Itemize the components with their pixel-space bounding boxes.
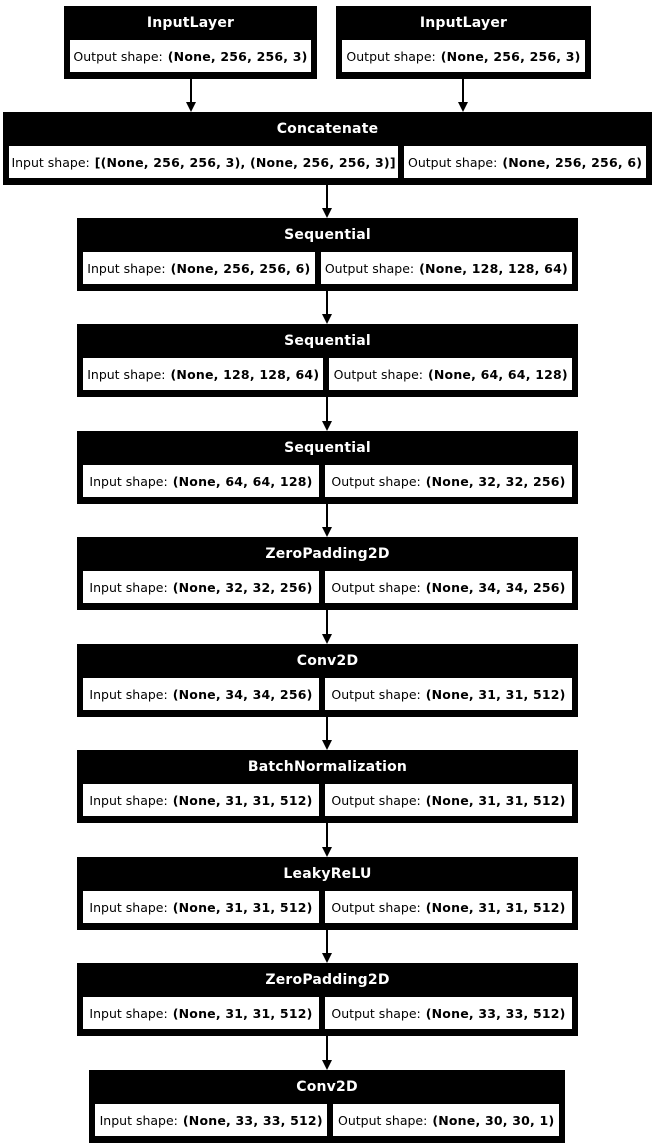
input-shape-cell	[8, 145, 399, 179]
arrowhead-down-icon	[322, 527, 332, 537]
arrowhead-down-icon	[322, 847, 332, 857]
node-conv2d-1	[77, 644, 578, 717]
shape-value: (None, 31, 31, 512)	[425, 792, 566, 808]
output-shape-cell	[328, 357, 573, 391]
arrowhead-down-icon	[322, 953, 332, 963]
layer-type-label: Sequential	[284, 440, 371, 456]
shape-value: (None, 256, 256, 3)	[440, 48, 581, 64]
edge-line	[326, 717, 328, 741]
edge-line	[326, 1036, 328, 1061]
shape-label: Output shape:	[333, 366, 423, 382]
layer-type-label: Concatenate	[276, 121, 379, 137]
output-shape-cell	[332, 1103, 560, 1137]
layer-type-label: ZeroPadding2D	[265, 546, 390, 562]
node-zero-padding2d-1	[77, 537, 578, 610]
shape-value: (None, 31, 31, 512)	[425, 899, 566, 915]
shape-label: Output shape:	[346, 48, 436, 64]
node-input-layer-1	[64, 6, 317, 79]
arrowhead-down-icon	[322, 634, 332, 644]
shape-label: Output shape:	[331, 579, 421, 595]
shape-label: Input shape:	[89, 686, 168, 702]
shape-label: Output shape:	[73, 48, 163, 64]
edge-line	[326, 185, 328, 209]
output-shape-cell	[324, 570, 573, 604]
edge-line	[462, 79, 464, 103]
shape-label: Output shape:	[408, 154, 498, 170]
input-shape-cell	[82, 570, 320, 604]
output-shape-cell	[320, 251, 573, 285]
input-shape-cell	[82, 677, 320, 711]
shape-value: (None, 256, 256, 3)	[167, 48, 308, 64]
shape-value: (None, 33, 33, 512)	[425, 1005, 566, 1021]
arrowhead-down-icon	[186, 102, 196, 112]
node-conv2d-2	[89, 1070, 565, 1143]
shape-value: (None, 64, 64, 128)	[172, 473, 313, 489]
shape-label: Input shape:	[89, 579, 168, 595]
layer-type-label: InputLayer	[419, 15, 508, 31]
shape-value: (None, 34, 34, 256)	[425, 579, 566, 595]
node-batch-normalization	[77, 750, 578, 823]
layer-type-label: Conv2D	[296, 653, 359, 669]
edge-line	[326, 397, 328, 422]
output-shape-cell	[324, 783, 573, 817]
output-shape-cell	[324, 890, 573, 924]
node-input-layer-2	[336, 6, 591, 79]
node-zero-padding2d-2	[77, 963, 578, 1036]
input-shape-cell	[82, 357, 324, 391]
edge-line	[326, 504, 328, 528]
layer-type-label: Conv2D	[296, 1079, 358, 1095]
shape-label: Output shape:	[331, 473, 421, 489]
shape-label: Input shape:	[89, 792, 168, 808]
shape-value: (None, 128, 128, 64)	[170, 366, 320, 382]
arrowhead-down-icon	[322, 1060, 332, 1070]
edge-line	[326, 610, 328, 635]
input-shape-cell	[82, 464, 320, 498]
shape-value: (None, 32, 32, 256)	[425, 473, 566, 489]
output-shape-cell	[341, 39, 586, 73]
input-shape-cell	[82, 996, 320, 1030]
input-shape-cell	[82, 783, 320, 817]
output-shape-cell	[324, 996, 573, 1030]
shape-value: (None, 31, 31, 512)	[172, 792, 313, 808]
arrowhead-down-icon	[322, 314, 332, 324]
edge-line	[190, 79, 192, 103]
shape-value: [(None, 256, 256, 3), (None, 256, 256, 3)]	[94, 154, 396, 170]
shape-label: Output shape:	[331, 1005, 421, 1021]
shape-label: Output shape:	[331, 792, 421, 808]
shape-label: Input shape:	[11, 154, 90, 170]
arrowhead-down-icon	[322, 208, 332, 218]
layer-type-label: Sequential	[284, 227, 371, 243]
shape-value: (None, 256, 256, 6)	[170, 260, 311, 276]
shape-value: (None, 128, 128, 64)	[419, 260, 568, 276]
shape-value: (None, 256, 256, 6)	[502, 154, 643, 170]
shape-value: (None, 33, 33, 512)	[182, 1112, 323, 1128]
input-shape-cell	[94, 1103, 328, 1137]
output-shape-cell	[69, 39, 312, 73]
shape-label: Input shape:	[89, 899, 168, 915]
shape-label: Input shape:	[87, 260, 166, 276]
output-shape-cell	[324, 677, 573, 711]
node-sequential-2	[77, 324, 578, 397]
layer-type-label: LeakyReLU	[283, 866, 372, 882]
shape-value: (None, 31, 31, 512)	[172, 1005, 313, 1021]
layer-type-label: InputLayer	[146, 15, 235, 31]
edge-line	[326, 291, 328, 315]
layer-type-label: ZeroPadding2D	[265, 972, 390, 988]
layer-type-label: Sequential	[284, 333, 371, 349]
shape-value: (None, 31, 31, 512)	[425, 686, 566, 702]
shape-label: Output shape:	[331, 686, 421, 702]
shape-label: Output shape:	[337, 1112, 428, 1128]
shape-label: Input shape:	[99, 1112, 178, 1128]
arrowhead-down-icon	[322, 740, 332, 750]
edge-line	[326, 930, 328, 954]
output-shape-cell	[403, 145, 647, 179]
shape-value: (None, 34, 34, 256)	[172, 686, 313, 702]
node-sequential-3	[77, 431, 578, 504]
node-leaky-relu	[77, 857, 578, 930]
arrowhead-down-icon	[458, 102, 468, 112]
shape-value: (None, 32, 32, 256)	[172, 579, 313, 595]
node-sequential-1	[77, 218, 578, 291]
shape-value: (None, 31, 31, 512)	[172, 899, 313, 915]
node-concatenate	[3, 112, 652, 185]
shape-label: Output shape:	[324, 260, 415, 276]
input-shape-cell	[82, 251, 316, 285]
edge-line	[326, 823, 328, 848]
input-shape-cell	[82, 890, 320, 924]
shape-label: Input shape:	[89, 1005, 168, 1021]
layer-type-label: BatchNormalization	[247, 759, 408, 775]
shape-value: (None, 64, 64, 128)	[427, 366, 568, 382]
arrowhead-down-icon	[322, 421, 332, 431]
shape-label: Input shape:	[89, 473, 168, 489]
shape-value: (None, 30, 30, 1)	[432, 1112, 555, 1128]
shape-label: Input shape:	[87, 366, 166, 382]
output-shape-cell	[324, 464, 573, 498]
shape-label: Output shape:	[331, 899, 421, 915]
